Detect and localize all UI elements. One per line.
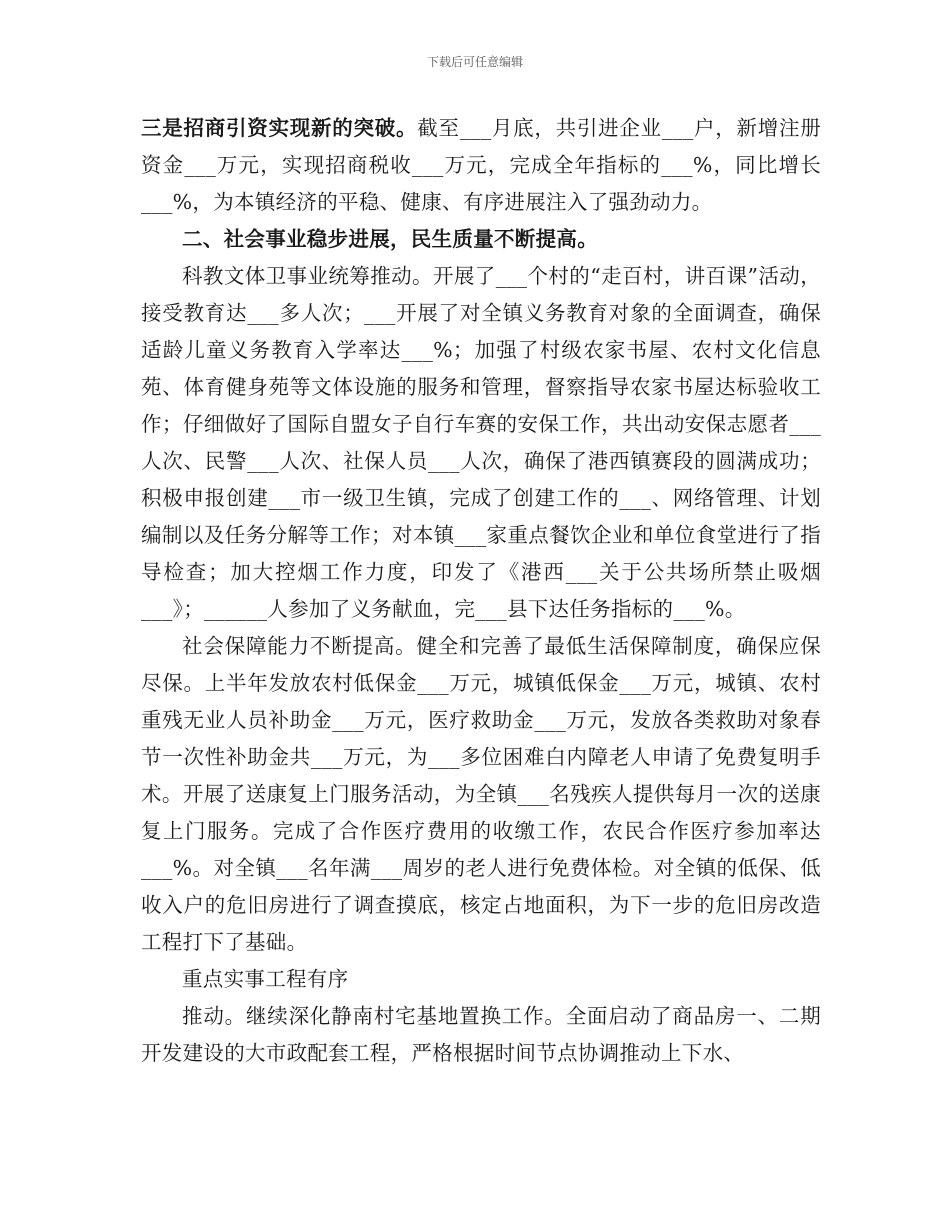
paragraph-key-projects: 推动。继续深化静南村宅基地置换工作。全面启动了商品房一、二期开发建设的大市政配套工程，严格根据时间节点协调推动上下水、 bbox=[141, 1004, 821, 1065]
page-header-note: 下载后可任意编辑 bbox=[426, 55, 523, 69]
paragraph-investment bbox=[141, 110, 821, 221]
section-heading: 二、社会事业稳步进展，民生质量不断提高。 bbox=[182, 227, 598, 251]
paragraph-social-security: 社会保障能力不断提高。健全和完善了最低生活保障制度，确保应保尽保。上半年发放农村低保金___万元，城镇低保金___万元，城镇、农村重残无业人员补助金___万元，医疗救助金___万元，发放各类救助对象春节一次性补助金共___万元，为___多位困难白内障老人申请了免费复明手术。开展了送康复上门服务活动，为全镇___名残疾人提供每月一次的送康复上门服务。完成了合作医疗费用的收缴工作，农民合作医疗参加率达___%。对全镇___名年满___周岁的老人进行免费体检。对全镇的低保、低收入户的危旧房进行了调查摸底，核定占地面积，为下一步的危旧房改造工程打下了基础。 bbox=[141, 634, 821, 954]
paragraph-text: 截至___月底，共引进企业___户，新增注册资金___万元，实现招商税收___万元，完成全年指标的___%，同比增长___%，为本镇经济的平稳、健康、有序进展注入了强劲动力。 bbox=[141, 116, 821, 214]
paragraph-education-culture: 科教文体卫事业统筹推动。开展了___个村的“走百村，讲百课”活动，接受教育达___多人次；___开展了对全镇义务教育对象的全面调查，确保适龄儿童义务教育入学率达___%；加强了村级农家书屋、农村文化信息苑、体育健身苑等文体设施的服务和管理，督察指导农家书屋达标验收工作；仔细做好了国际自盟女子自行车赛的安保工作，共出动安保志愿者___人次、民警___人次、社保人员___人次，确保了港西镇赛段的圆满成功；积极申报创建___市一级卫生镇，完成了创建工作的___、网络管理、计划编制以及任务分解等工作；对本镇___家重点餐饮企业和单位食堂进行了指导检查；加大控烟工作力度，印发了《港西___关于公共场所禁止吸烟___》；______人参加了义务献血，完___县下达任务指标的___%。 bbox=[141, 264, 821, 621]
document-body bbox=[141, 110, 821, 1072]
paragraph-key-projects-title: 重点实事工程有序 bbox=[182, 967, 349, 991]
paragraph-lead: 三是招商引资实现新的突破。 bbox=[141, 116, 418, 140]
